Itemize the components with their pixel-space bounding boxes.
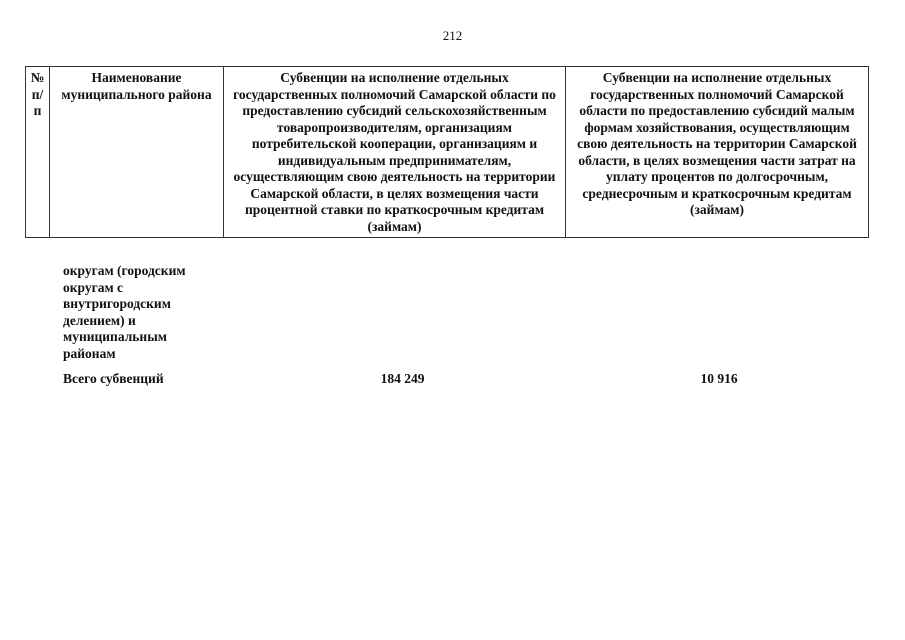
subventions-table — [25, 66, 869, 238]
page-number: 212 — [442, 28, 463, 43]
header-number: № п/п — [26, 67, 50, 238]
header-district-name: Наименование муниципального района — [50, 67, 224, 238]
table-header-row — [26, 67, 869, 238]
header-subvention-agri: Субвенции на исполнение отдельных государственных полномочий Самарской области по предоставлению субсидий сельскохозяйственным товаропроизводителям, организациям потребительской кооперации, организациям и индивидуальным предпринимателям, осуществляющим свою деятельность на территории Самарской области, в целях возмещения части процентной ставки по краткосрочным кредитам (займам) — [224, 67, 566, 238]
total-value-small-business: 10 916 — [700, 371, 738, 386]
total-value-agri: 184 249 — [380, 371, 425, 386]
header-subvention-small-business: Субвенции на исполнение отдельных государственных полномочий Самарской области по предоставлению субсидий малым формам хозяйствования, осуществляющим свою деятельность на территории Самарской области, в целях возмещения части затрат на уплату процентов по долгосрочным, среднесрочным и краткосрочным кредитам (займам) — [566, 67, 869, 238]
total-label: Всего субвенций — [63, 371, 164, 386]
continuation-text: округам (городским округам с внутригородским делением) и муниципальным районам — [63, 263, 186, 361]
